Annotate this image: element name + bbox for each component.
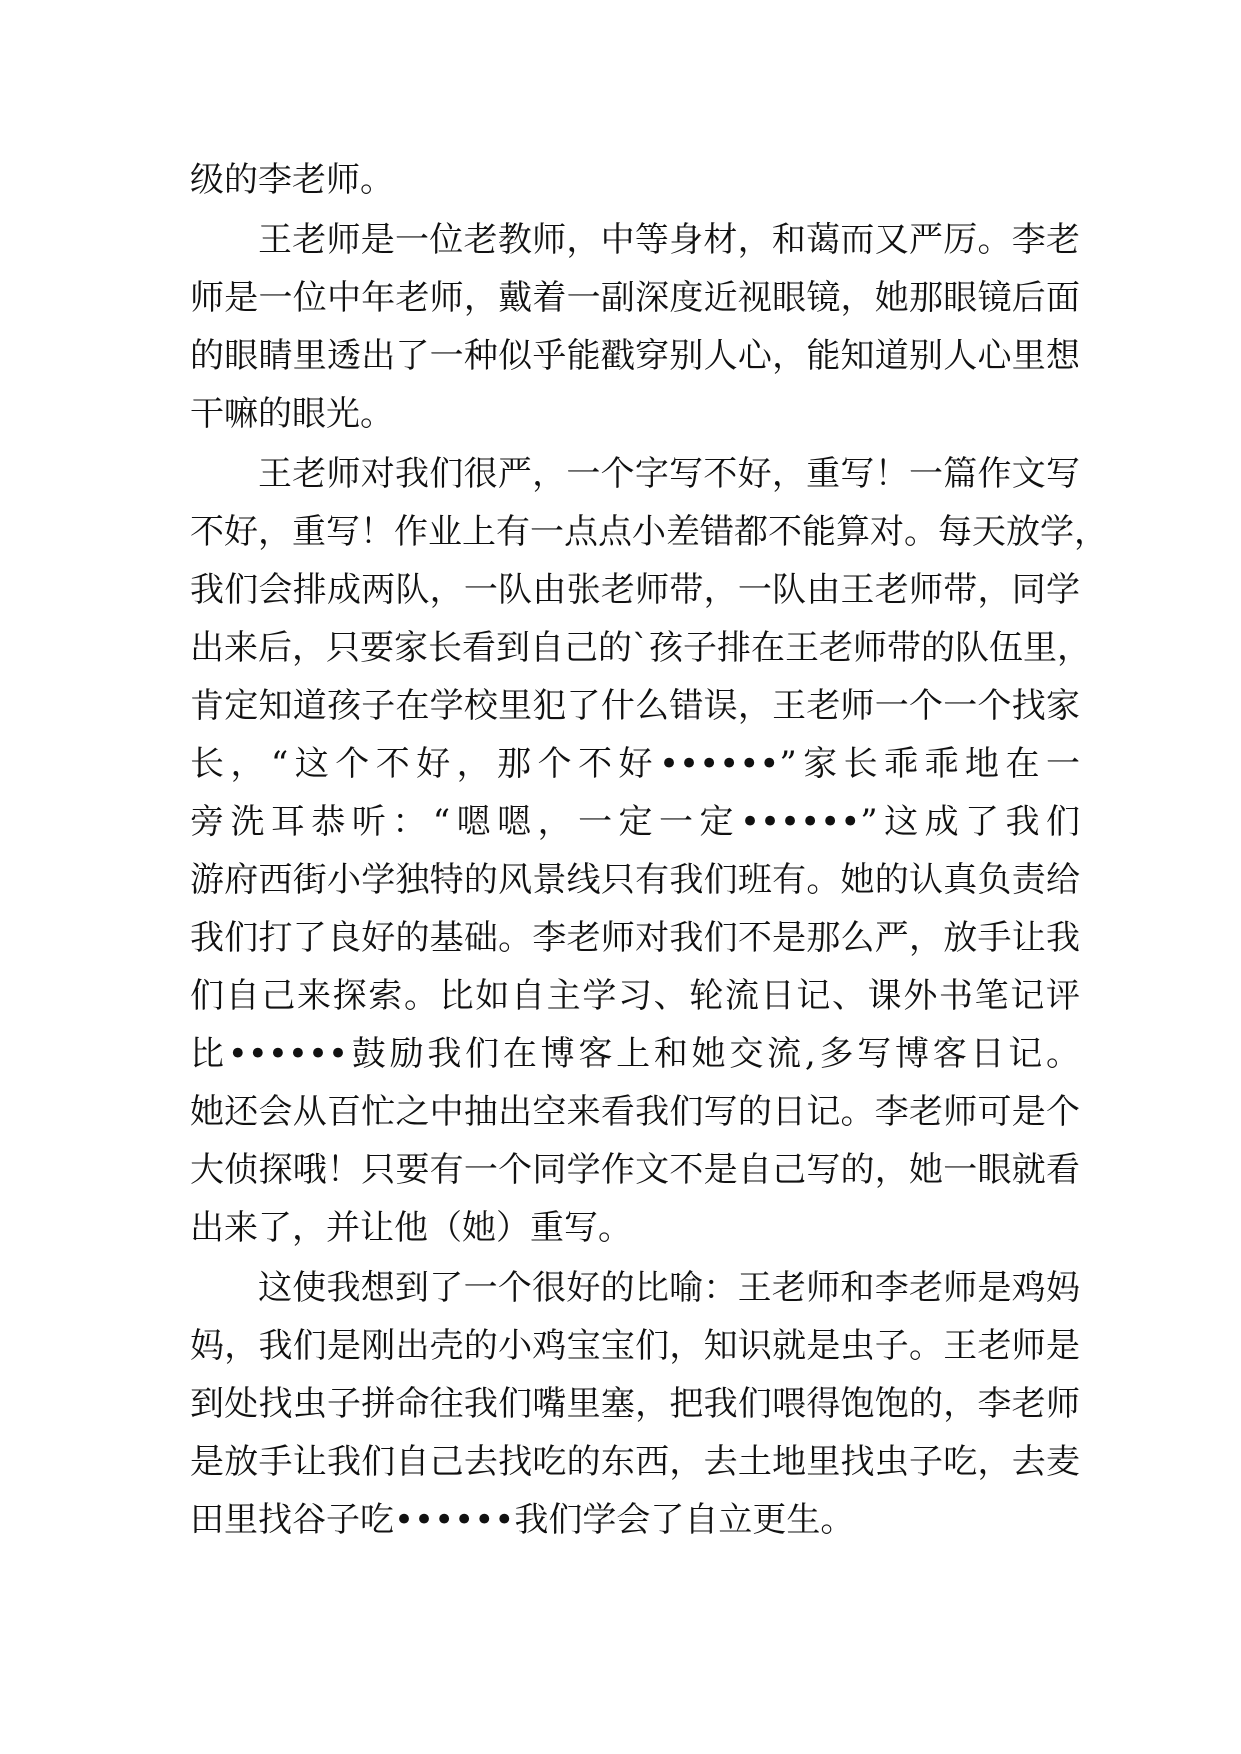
paragraph-first-line: 王老师对我们很严，一个字写不好，重写！一篇作文写 (258, 454, 1080, 494)
text-line: 比••••••鼓励我们在博客上和她交流,多写博客日记。 (190, 1034, 1080, 1074)
text-line: 的眼睛里透出了一种似乎能戳穿别人心，能知道别人心里想 (190, 336, 1080, 376)
text-line: 妈，我们是刚出壳的小鸡宝宝们，知识就是虫子。王老师是 (190, 1326, 1080, 1366)
text-line: 是放手让我们自己去找吃的东西，去土地里找虫子吃，去麦 (190, 1442, 1080, 1482)
text-line: 大侦探哦！只要有一个同学作文不是自己写的，她一眼就看 (190, 1150, 1080, 1190)
text-line: 师是一位中年老师，戴着一副深度近视眼镜，她那眼镜后面 (190, 278, 1080, 318)
text-line: 出来后，只要家长看到自己的`孩子排在王老师带的队伍里， (190, 628, 1091, 668)
text-line: 出来了，并让他（她）重写。 (190, 1208, 632, 1248)
text-line: 长，“这个不好，那个不好••••••”家长乖乖地在一 (190, 744, 1080, 784)
paragraph-first-line: 王老师是一位老教师，中等身材，和蔼而又严厉。李老 (258, 220, 1080, 260)
text-line: 我们会排成两队，一队由张老师带，一队由王老师带，同学 (190, 570, 1080, 610)
text-line: 干嘛的眼光。 (190, 394, 394, 434)
text-line: 不好，重写！作业上有一点点小差错都不能算对。每天放学， (190, 512, 1108, 552)
text-line: 到处找虫子拼命往我们嘴里塞，把我们喂得饱饱的，李老师 (190, 1384, 1080, 1424)
text-line: 田里找谷子吃••••••我们学会了自立更生。 (190, 1500, 855, 1540)
text-line: 级的李老师。 (190, 160, 394, 200)
text-line: 她还会从百忙之中抽出空来看我们写的日记。李老师可是个 (190, 1092, 1080, 1132)
paragraph-first-line: 这使我想到了一个很好的比喻：王老师和李老师是鸡妈 (258, 1268, 1080, 1308)
text-line: 肯定知道孩子在学校里犯了什么错误，王老师一个一个找家 (190, 686, 1080, 726)
text-line: 旁洗耳恭听：“嗯嗯，一定一定••••••”这成了我们 (190, 802, 1080, 842)
text-line: 游府西街小学独特的风景线只有我们班有。她的认真负责给 (190, 860, 1080, 900)
text-line: 们自己来探索。比如自主学习、轮流日记、课外书笔记评 (190, 976, 1080, 1016)
text-line: 我们打了良好的基础。李老师对我们不是那么严，放手让我 (190, 918, 1080, 958)
